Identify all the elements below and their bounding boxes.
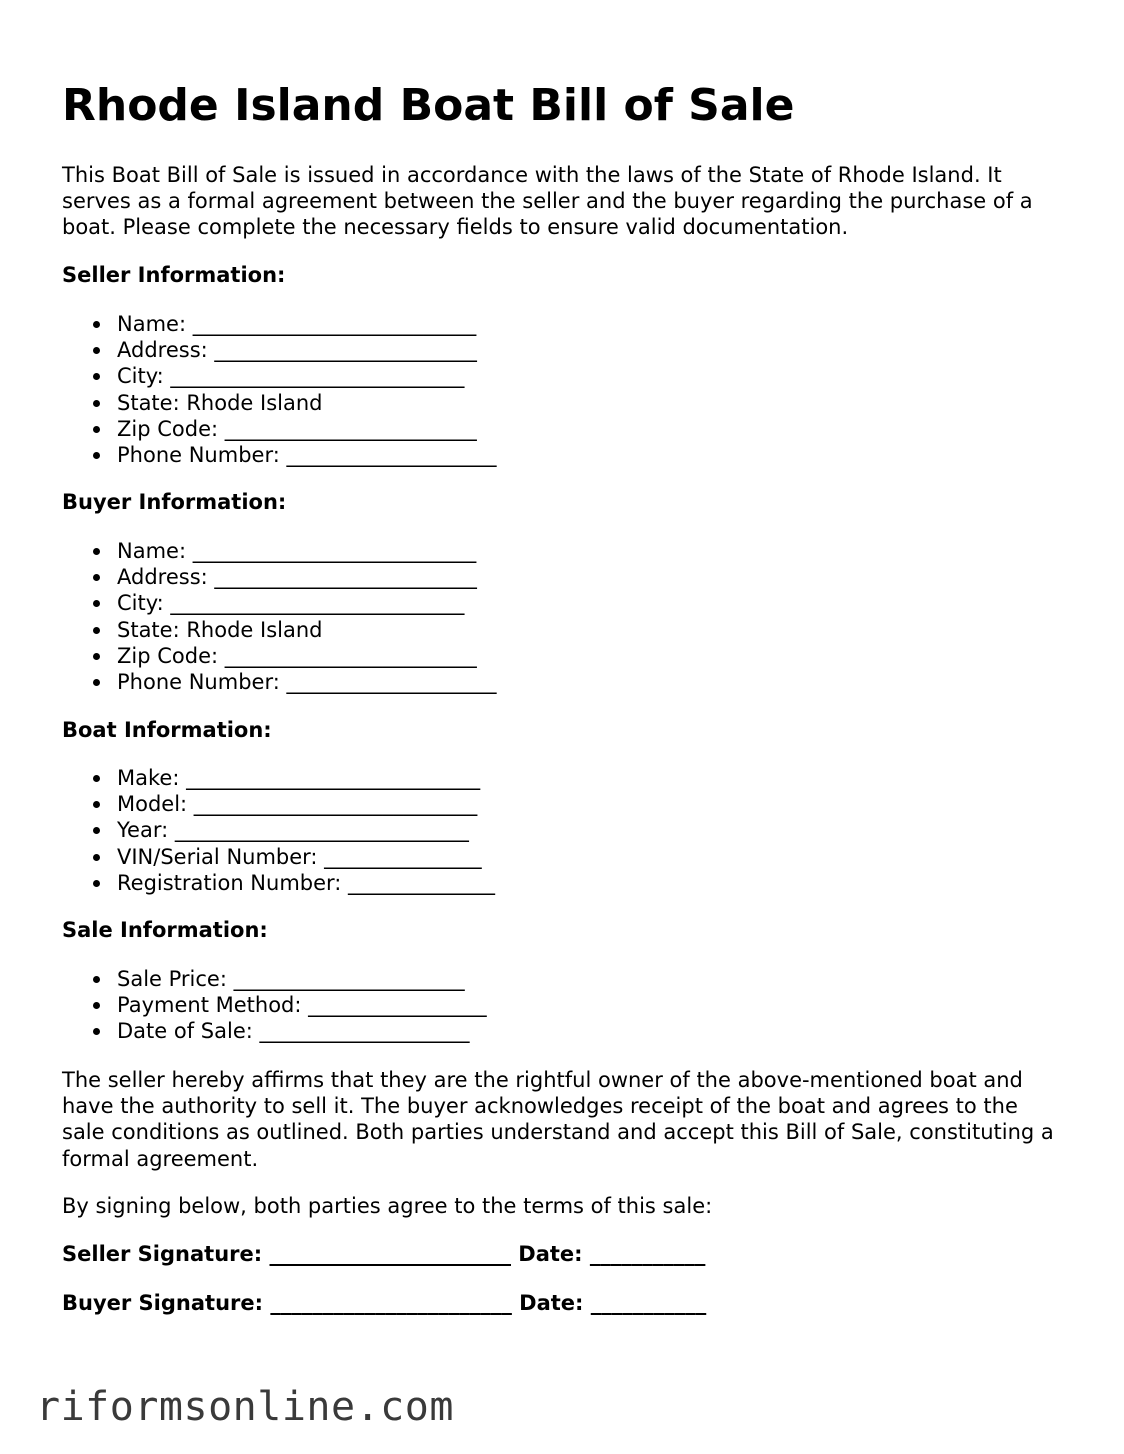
seller-city-field: City: ____________________________ <box>62 363 496 389</box>
boat-fields-list <box>62 765 495 896</box>
intro-paragraph: This Boat Bill of Sale is issued in accordance with the laws of the State of Rhode Island. It serves as a formal agreement between the seller and the buyer regarding the purchase of a boat. Please complete the necessary fields to ensure valid documentation. <box>62 163 1033 240</box>
seller-section-heading: Seller Information: <box>62 263 286 287</box>
buyer-state-field: State: Rhode Island <box>62 617 496 643</box>
seller-phone-field: Phone Number: ____________________ <box>62 442 496 468</box>
seller-fields-list <box>62 311 496 468</box>
date-of-sale-field: Date of Sale: ____________________ <box>62 1018 487 1044</box>
sale-fields-list <box>62 966 487 1045</box>
document-title: Rhode Island Boat Bill of Sale <box>62 80 795 131</box>
boat-registration-field: Registration Number: ______________ <box>62 870 495 896</box>
boat-year-field: Year: ____________________________ <box>62 817 495 843</box>
buyer-signature-line: Buyer Signature: _______________________ Date: ___________ <box>62 1291 707 1315</box>
affirmation-paragraph: The seller hereby affirms that they are the rightful owner of the above-mentioned boat and have the authority to sell it. The buyer acknowledges receipt of the boat and agrees to the sale conditions as outlined. Both parties understand and accept this Bill of Sale, constituting a formal agreement. <box>62 1068 1054 1171</box>
seller-signature-line: Seller Signature: _______________________ Date: ___________ <box>62 1242 706 1266</box>
seller-name-field: Name: ___________________________ <box>62 311 496 337</box>
boat-section-heading: Boat Information: <box>62 718 272 742</box>
seller-state-field: State: Rhode Island <box>62 390 496 416</box>
buyer-name-field: Name: ___________________________ <box>62 538 496 564</box>
seller-zip-field: Zip Code: ________________________ <box>62 416 496 442</box>
buyer-address-field: Address: _________________________ <box>62 564 496 590</box>
boat-make-field: Make: ____________________________ <box>62 765 495 791</box>
buyer-fields-list <box>62 538 496 695</box>
sale-price-field: Sale Price: ______________________ <box>62 966 487 992</box>
buyer-phone-field: Phone Number: ____________________ <box>62 669 496 695</box>
buyer-zip-field: Zip Code: ________________________ <box>62 643 496 669</box>
boat-model-field: Model: ___________________________ <box>62 791 495 817</box>
seller-address-field: Address: _________________________ <box>62 337 496 363</box>
payment-method-field: Payment Method: _________________ <box>62 992 487 1018</box>
sale-section-heading: Sale Information: <box>62 918 268 942</box>
buyer-city-field: City: ____________________________ <box>62 590 496 616</box>
signing-intro: By signing below, both parties agree to the terms of this sale: <box>62 1194 713 1218</box>
buyer-section-heading: Buyer Information: <box>62 490 287 514</box>
boat-vin-field: VIN/Serial Number: _______________ <box>62 844 495 870</box>
site-watermark: riformsonline.com <box>36 1384 454 1430</box>
